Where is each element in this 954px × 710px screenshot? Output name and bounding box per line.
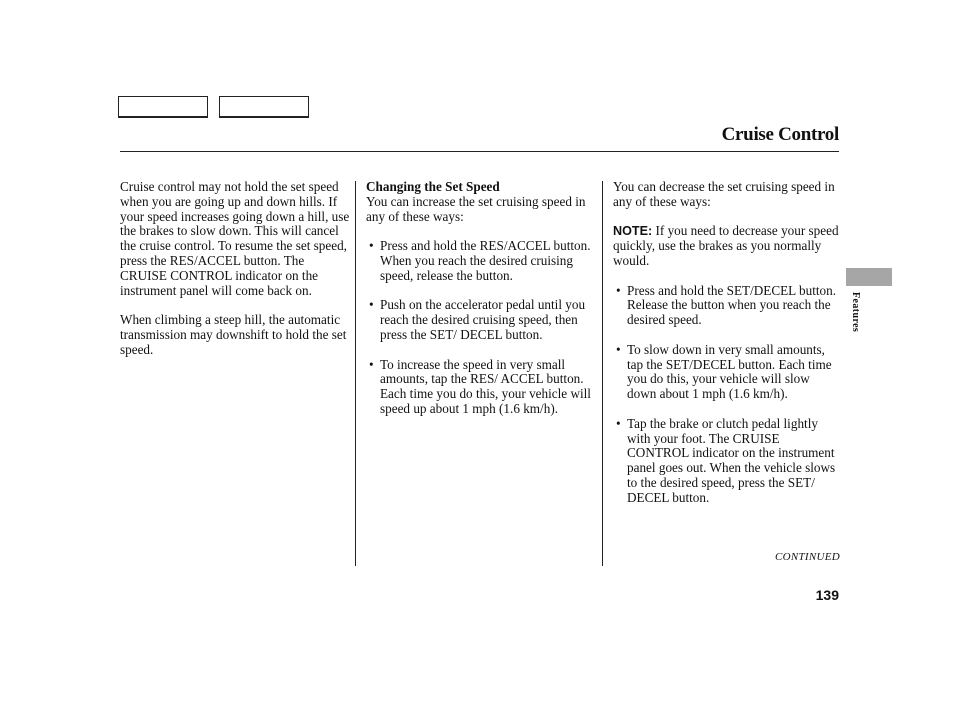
page-number: 139	[815, 587, 839, 603]
column-left	[120, 180, 352, 372]
column-middle	[366, 180, 596, 432]
note-label: NOTE:	[613, 224, 653, 239]
bullet-list	[366, 239, 596, 417]
page-title: Cruise Control	[721, 124, 839, 145]
bullet-list	[613, 284, 841, 506]
list-item: • To increase the speed in very small amounts, tap the RES/ ACCEL button. Each time you do this, your vehicle will speed up about 1 mph (1.6 km/h).	[366, 358, 596, 417]
list-item: • Press and hold the SET/DECEL button. Release the button when you reach the desired speed.	[613, 284, 841, 328]
section-tab[interactable]	[846, 268, 892, 286]
note-text: If you need to decrease your speed quickly, use the brakes as you normally would.	[613, 223, 839, 268]
nav-button-next[interactable]	[219, 96, 309, 118]
paragraph: Cruise control may not hold the set speed when you are going up and down hills. If your speed increases going down a hill, use the brakes to slow down. This will cancel the cruise control. To resume the set speed, press the RES/ACCEL button. The CRUISE CONTROL indicator on the instrument panel will come back on.	[120, 179, 350, 298]
list-item: • To slow down in very small amounts, tap the SET/DECEL button. Each time you do this, your vehicle will slow down about 1 mph (1.6 km/h).	[613, 343, 841, 402]
column-right	[613, 180, 841, 520]
paragraph: You can decrease the set cruising speed in any of these ways:	[613, 179, 835, 209]
column-divider	[602, 181, 603, 566]
list-item: • Tap the brake or clutch pedal lightly with your foot. The CRUISE CONTROL indicator on the instrument panel goes out. When the vehicle slows to the desired speed, press the SET/ DECEL button.	[613, 417, 841, 506]
list-item: • Press and hold the RES/ACCEL button. When you reach the desired cruising speed, release the button.	[366, 239, 596, 283]
section-tab-label: Features	[850, 292, 861, 333]
nav-button-previous[interactable]	[118, 96, 208, 118]
note	[613, 224, 841, 268]
column-divider	[355, 181, 356, 566]
list-item: • Push on the accelerator pedal until you reach the desired cruising speed, then press the SET/ DECEL button.	[366, 298, 596, 342]
section-heading: Changing the Set Speed	[366, 179, 500, 194]
header-rule	[120, 151, 839, 152]
paragraph: You can increase the set cruising speed in any of these ways:	[366, 193, 586, 224]
continued-label: CONTINUED	[774, 551, 840, 563]
paragraph: When climbing a steep hill, the automatic transmission may downshift to hold the set speed.	[120, 312, 347, 357]
